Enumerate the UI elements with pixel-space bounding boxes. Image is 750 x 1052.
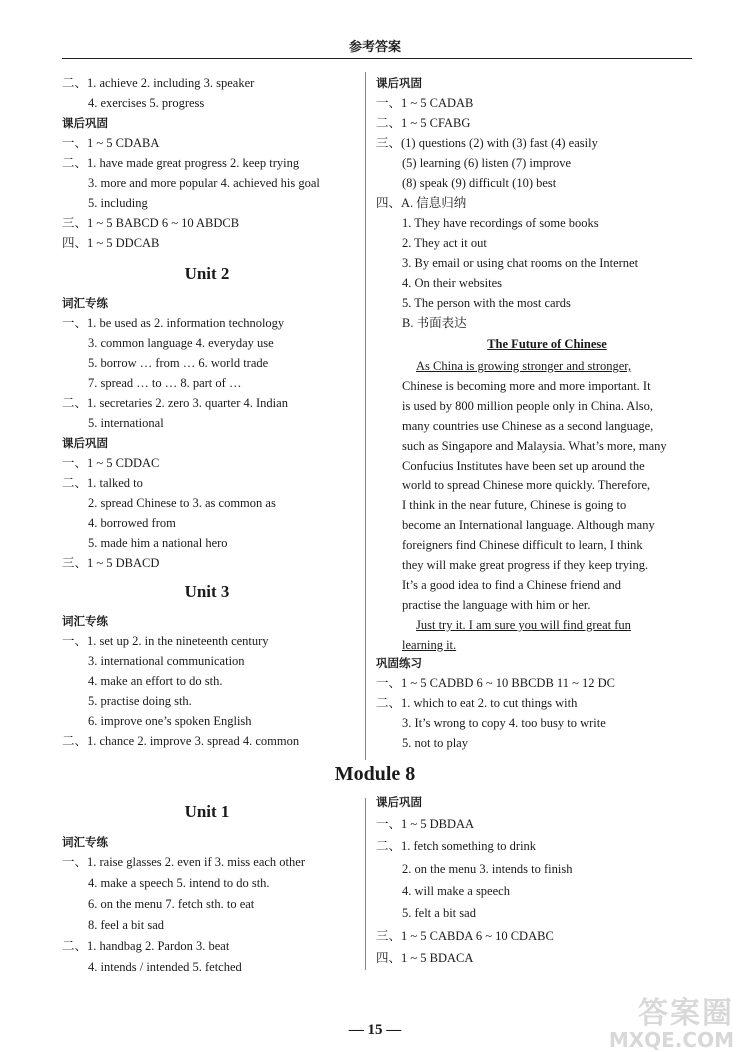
essay-line: is used by 800 million people only in China. Also, <box>402 398 654 413</box>
answer-line: 6. improve one’s spoken English <box>88 714 252 728</box>
answer-line: 一、1. set up 2. in the nineteenth century <box>62 634 269 648</box>
essay-line: learning it. <box>402 637 457 652</box>
answer-line: 5. international <box>88 416 164 430</box>
answer-line: 7. spread … to … 8. part of … <box>88 376 242 390</box>
answer-line: 3. By email or using chat rooms on the Internet <box>402 256 639 270</box>
answer-line: 2. on the menu 3. intends to finish <box>402 862 573 876</box>
section-heading: 词汇专练 <box>62 614 108 628</box>
essay-line: practise the language with him or her. <box>402 597 591 612</box>
essay-line: such as Singapore and Malaysia. What’s more, many <box>402 438 667 453</box>
answer-line: 二、1. talked to <box>62 476 143 490</box>
watermark-logo: 答案圈 <box>638 996 734 1031</box>
answer-line: 二、1. chance 2. improve 3. spread 4. common <box>62 734 300 748</box>
essay-line: world to spread Chinese more quickly. Therefore, <box>402 478 651 493</box>
section-heading: 词汇专练 <box>62 296 108 310</box>
answer-line: 2. spread Chinese to 3. as common as <box>88 496 276 510</box>
unit-heading: Unit 3 <box>184 582 230 601</box>
answer-line: 四、1 ~ 5 DDCAB <box>62 236 160 250</box>
answer-line: 一、1 ~ 5 CADBD 6 ~ 10 BBCDB 11 ~ 12 DC <box>376 676 615 690</box>
answer-line: B. 书面表达 <box>402 316 467 330</box>
unit-heading: Unit 2 <box>184 264 230 283</box>
answer-line: 5. borrow … from … 6. world trade <box>88 356 269 370</box>
answer-line: 三、(1) questions (2) with (3) fast (4) easily <box>376 136 598 150</box>
essay-line: many countries use Chinese as a second language, <box>402 418 654 433</box>
answer-line: 3. international communication <box>88 654 245 668</box>
answer-line: 3. It’s wrong to copy 4. too busy to write <box>402 716 606 730</box>
answer-line: 一、1. raise glasses 2. even if 3. miss each other <box>62 855 305 869</box>
section-heading: 课后巩固 <box>62 116 108 130</box>
answer-line: (5) learning (6) listen (7) improve <box>402 156 572 170</box>
answer-line: 4. make a speech 5. intend to do sth. <box>88 876 270 890</box>
essay-line: Just try it. I am sure you will find great fun <box>416 617 631 632</box>
answer-line: 三、1 ~ 5 BABCD 6 ~ 10 ABDCB <box>62 216 240 230</box>
answer-line: 4. borrowed from <box>88 516 176 530</box>
answer-line: 一、1 ~ 5 CADAB <box>376 96 474 110</box>
answer-line: 3. common language 4. everyday use <box>88 336 274 350</box>
essay-line: I think in the near future, Chinese is going to <box>402 498 627 513</box>
answer-line: 3. more and more popular 4. achieved his goal <box>88 176 320 190</box>
answer-line: 4. make an effort to do sth. <box>88 674 223 688</box>
answer-line: 一、1 ~ 5 CDABA <box>62 136 160 150</box>
section-heading: 词汇专练 <box>62 835 108 849</box>
essay-line: Chinese is becoming more and more important. It <box>402 378 651 393</box>
answer-line: 4. exercises 5. progress <box>88 96 205 110</box>
answer-line: 四、1 ~ 5 BDACA <box>376 951 474 965</box>
essay-line: As China is growing stronger and stronger, <box>416 359 632 373</box>
page-number: — 15 — <box>348 1022 402 1038</box>
answer-line: 6. on the menu 7. fetch sth. to eat <box>88 897 255 911</box>
section-heading: 巩固练习 <box>376 656 422 670</box>
answer-line: 二、1. secretaries 2. zero 3. quarter 4. Indian <box>62 396 288 410</box>
answer-line: (8) speak (9) difficult (10) best <box>402 176 557 190</box>
answer-line: 一、1. be used as 2. information technology <box>62 316 285 330</box>
essay-line: It’s a good idea to find a Chinese friend and <box>402 577 622 592</box>
answer-line: 5. The person with the most cards <box>402 296 571 310</box>
answer-line: 二、1 ~ 5 CFABG <box>376 116 471 130</box>
answer-line: 二、1. which to eat 2. to cut things with <box>376 696 578 710</box>
answer-line: 4. On their websites <box>402 276 502 290</box>
answer-line: 二、1. handbag 2. Pardon 3. beat <box>62 939 230 953</box>
answer-line: 二、1. fetch something to drink <box>376 839 537 853</box>
essay-line: foreigners find Chinese difficult to learn, I think <box>402 538 643 553</box>
page-header-title: 参考答案 <box>348 40 401 55</box>
watermark <box>609 998 734 1050</box>
answer-line: 5. not to play <box>402 736 468 750</box>
answer-line: 1. They have recordings of some books <box>402 216 599 230</box>
essay-line: they will make great progress if they keep trying. <box>402 558 649 573</box>
answer-line: 2. They act it out <box>402 236 487 250</box>
module-heading: Module 8 <box>334 763 416 785</box>
section-heading: 课后巩固 <box>376 795 422 809</box>
answer-line: 5. practise doing sth. <box>88 694 192 708</box>
watermark-url: MXQE.COM <box>608 1028 734 1052</box>
section-heading: 课后巩固 <box>376 76 422 90</box>
answer-line: 三、1 ~ 5 DBACD <box>62 556 160 570</box>
essay-title: The Future of Chinese <box>487 337 607 351</box>
header-rule <box>62 58 692 59</box>
answer-line: 四、A. 信息归纳 <box>376 196 467 210</box>
unit-heading: Unit 1 <box>184 802 230 821</box>
answer-line: 三、1 ~ 5 CABDA 6 ~ 10 CDABC <box>376 929 554 943</box>
answer-line: 5. felt a bit sad <box>402 906 476 920</box>
column-divider <box>365 72 366 760</box>
column-divider-lower <box>365 798 366 970</box>
essay-body <box>402 357 667 656</box>
answer-line: 5. made him a national hero <box>88 536 228 550</box>
answer-line: 一、1 ~ 5 DBDAA <box>376 817 475 831</box>
answer-line: 4. intends / intended 5. fetched <box>88 960 242 974</box>
answer-line: 二、1. have made great progress 2. keep trying <box>62 156 300 170</box>
answer-line: 5. including <box>88 196 148 210</box>
answer-line: 4. will make a speech <box>402 884 510 898</box>
essay-line: Confucius Institutes have been set up around the <box>402 458 645 473</box>
essay-line: become an International language. Although many <box>402 518 655 533</box>
answer-line: 8. feel a bit sad <box>88 918 165 932</box>
section-heading: 课后巩固 <box>62 436 108 450</box>
answer-line: 一、1 ~ 5 CDDAC <box>62 456 160 470</box>
answer-line: 二、1. achieve 2. including 3. speaker <box>62 76 255 90</box>
